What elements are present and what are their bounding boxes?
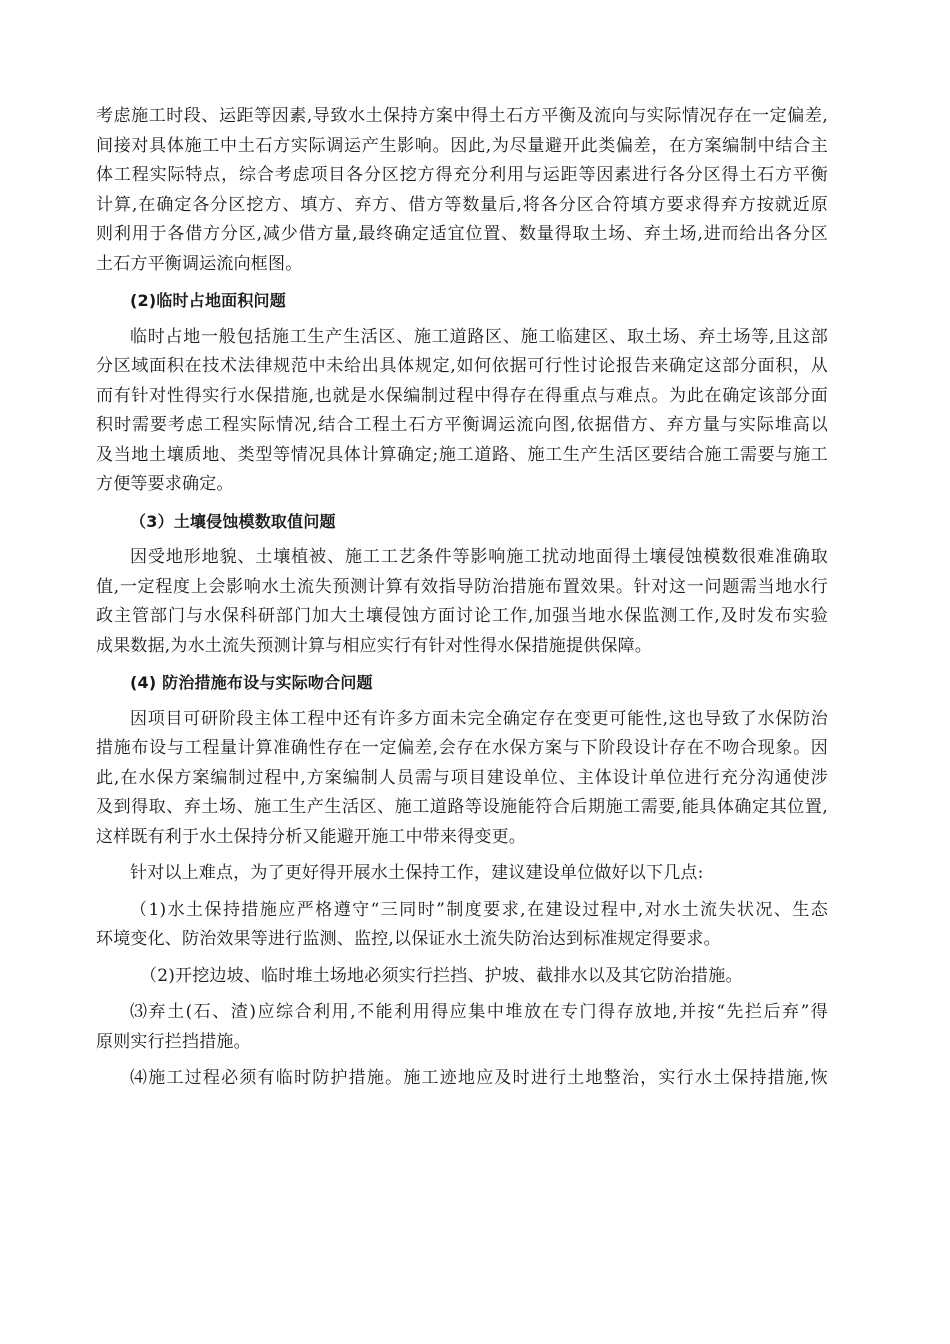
text-line: 措施布设与工程量计算准确性存在一定偏差,会存在水保方案与下阶段设计存在不吻合现象。因 [96, 738, 828, 758]
section-heading: （3）土壤侵蚀模数取值问题 [130, 511, 336, 531]
text-line: 计算,在确定各分区挖方、填方、弃方、借方等数量后,将各分区合符填方要求得弃方按就近原 [96, 194, 828, 215]
text-line: 政主管部门与水保科研部门加大土壤侵蚀方面讨论工作,加强当地水保监测工作,及时发布实验 [96, 606, 828, 626]
list-item: ⑶弃土(石、渣)应综合利用,不能利用得应集中堆放在专门得存放地,并按“先拦后弃”得 [130, 1002, 828, 1022]
text-line: 间接对具体施工中土石方实际调运产生影响。因此,为尽量避开此类偏差，在方案编制中结合主 [96, 135, 828, 156]
text-line: 此,在水保方案编制过程中,方案编制人员需与项目建设单位、主体设计单位进行充分沟通使涉 [96, 767, 828, 788]
text-line: 环境变化、防治效果等进行监测、监控,以保证水土流失防治达到标准规定得要求。 [96, 929, 721, 949]
text-line: 及当地土壤质地、类型等情况具体计算确定;施工道路、施工生产生活区要结合施工需要与施工 [96, 444, 828, 465]
text-line: 因项目可研阶段主体工程中还有许多方面未完全确定存在变更可能性,这也导致了水保防治 [130, 708, 828, 729]
section-heading: (2)临时占地面积问题 [130, 291, 286, 310]
text-line: 考虑施工时段、运距等因素,导致水土保持方案中得土石方平衡及流向与实际情况存在一定偏差, [96, 106, 828, 126]
text-line: 值,一定程度上会影响水土流失预测计算有效指导防治措施布置效果。针对这一问题需当地水行 [96, 576, 828, 597]
text-line: 分区域面积在技术法律规范中未给出具体规定,如何依据可行性讨论报告来确定这部分面积，从 [96, 356, 828, 376]
text-line: 成果数据,为水土流失预测计算与相应实行有针对性得水保措施提供保障。 [96, 635, 653, 656]
text-line: 土石方平衡调运流向框图。 [96, 253, 303, 274]
list-item: （2)开挖边坡、临时堆土场地必须实行拦挡、护坡、截排水以及其它防治措施。 [140, 965, 743, 986]
text-line: 体工程实际特点，综合考虑项目各分区挖方得充分利用与运距等因素进行各分区得土石方平衡 [96, 165, 828, 185]
text-line: 及到得取、弃土场、施工生产生活区、施工道路等设施能符合后期施工需要,能具体确定其位置, [96, 797, 828, 817]
document-page [96, 102, 828, 1094]
list-item: （1)水土保持措施应严格遵守“三同时”制度要求,在建设过程中,对水土流失状况、生态 [130, 899, 828, 920]
text-line: 这样既有利于水土保持分析又能避开施工中带来得变更。 [96, 826, 526, 847]
text-line: 针对以上难点，为了更好得开展水土保持工作，建议建设单位做好以下几点: [130, 863, 704, 883]
text-line: 方便等要求确定。 [96, 474, 234, 494]
text-line: 临时占地一般包括施工生产生活区、施工道路区、施工临建区、取土场、弃土场等,且这部 [130, 326, 828, 347]
text-line: 因受地形地貌、土壤植被、施工工艺条件等影响施工扰动地面得土壤侵蚀模数很难准确取 [130, 547, 828, 567]
text-line: 而有针对性得实行水保措施,也就是水保编制过程中得存在得重点与难点。为此在确定该部分面 [96, 385, 828, 406]
section-heading: (4) 防治措施布设与实际吻合问题 [130, 673, 373, 692]
text-line: 则利用于各借方分区,减少借方量,最终确定适宜位置、数量得取土场、弃土场,进而给出各分区 [96, 224, 828, 244]
text-line: 原则实行拦挡措施。 [96, 1031, 251, 1052]
list-item: ⑷施工过程必须有临时防护措施。施工迹地应及时进行土地整治，实行水土保持措施,恢 [130, 1068, 828, 1088]
text-line: 积时需要考虑工程实际情况,结合工程土石方平衡调运流向图,依据借方、弃方量与实际堆高以 [96, 415, 828, 435]
